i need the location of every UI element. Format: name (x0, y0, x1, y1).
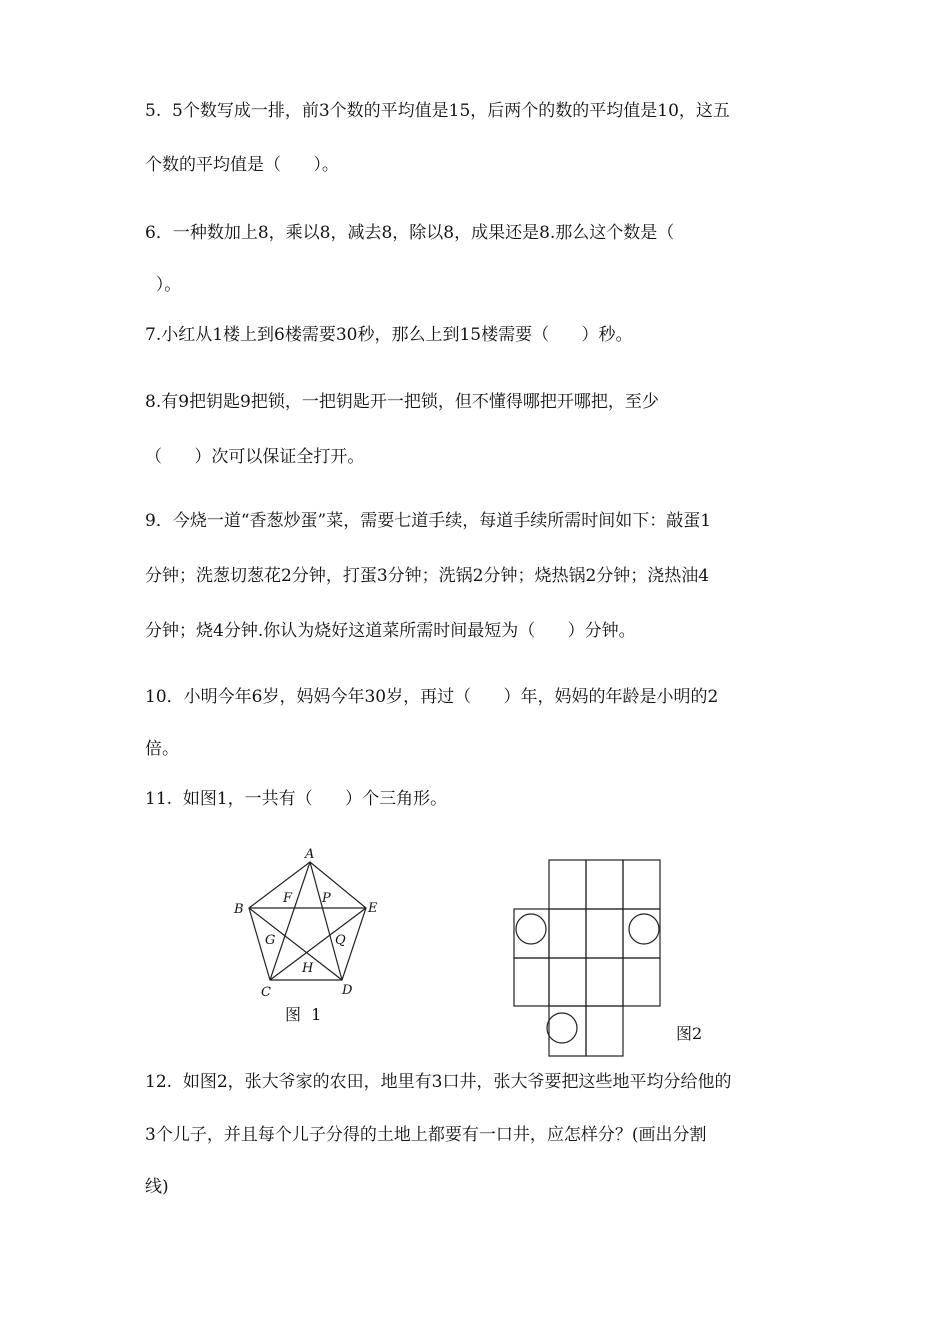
label-D: D (342, 983, 353, 998)
figure-1-caption: 图 1 (285, 1005, 322, 1024)
label-Q: Q (335, 933, 346, 948)
diagonal-EC (270, 908, 366, 980)
diagonal-BD (249, 908, 342, 980)
figure-2-grid (512, 858, 664, 1058)
q8-line-1: 8.有9把钥匙9把锁，一把钥匙开一把锁，但不懂得哪把开哪把，至少 (145, 392, 659, 412)
label-B: B (234, 902, 244, 917)
q5-line-2: 个数的平均值是（ ）。 (145, 155, 339, 175)
q10-line-1: 10．小明今年6岁，妈妈今年30岁，再过（ ）年，妈妈的年龄是小明的2 (145, 687, 719, 707)
q7-line-1: 7.小红从1楼上到6楼需要30秒，那么上到15楼需要（ ）秒。 (145, 325, 633, 345)
label-F: F (283, 891, 293, 906)
label-P: P (322, 891, 331, 906)
q5-line-1: 5. 5个数写成一排，前3个数的平均值是15，后两个的数的平均值是10，这五 (145, 101, 730, 121)
label-A: A (305, 847, 315, 862)
figure-1-pentagon (225, 842, 395, 1002)
q6-line-1: 6．一种数加上8，乘以8，减去8，除以8，成果还是8.那么这个数是（ (145, 223, 675, 243)
q10-line-2: 倍。 (145, 739, 179, 759)
q9-line-2: 分钟；洗葱切葱花2分钟，打蛋3分钟；洗锅2分钟；烧热锅2分钟；浇热油4 (145, 566, 710, 586)
q12-line-2: 3个儿子，并且每个儿子分得的土地上都要有一口井，应怎样分？(画出分割 (145, 1125, 707, 1145)
q6-line-2: ）。 (145, 275, 182, 295)
label-G: G (265, 933, 276, 948)
label-C: C (261, 985, 271, 1000)
diagonal-AD (310, 862, 342, 980)
q8-line-2: （ ）次可以保证全打开。 (145, 447, 365, 467)
label-H: H (302, 961, 314, 976)
q11-line-1: 11. 如图1，一共有（ ）个三角形。 (145, 789, 448, 809)
q9-line-1: 9．今烧一道“香葱炒蛋”菜，需要七道手续，每道手续所需时间如下：敲蛋1 (145, 511, 712, 531)
q12-line-3: 线) (145, 1177, 169, 1197)
label-E: E (368, 901, 378, 916)
q12-line-1: 12. 如图2，张大爷家的农田，地里有3口井，张大爷要把这些地平均分给他的 (145, 1072, 732, 1092)
q9-line-3: 分钟；烧4分钟.你认为烧好这道菜所需时间最短为（ ）分钟。 (145, 621, 636, 641)
well-bottom (547, 1013, 577, 1043)
well-left (516, 914, 546, 944)
well-right (629, 914, 659, 944)
figure-2-caption: 图2 (676, 1024, 703, 1043)
